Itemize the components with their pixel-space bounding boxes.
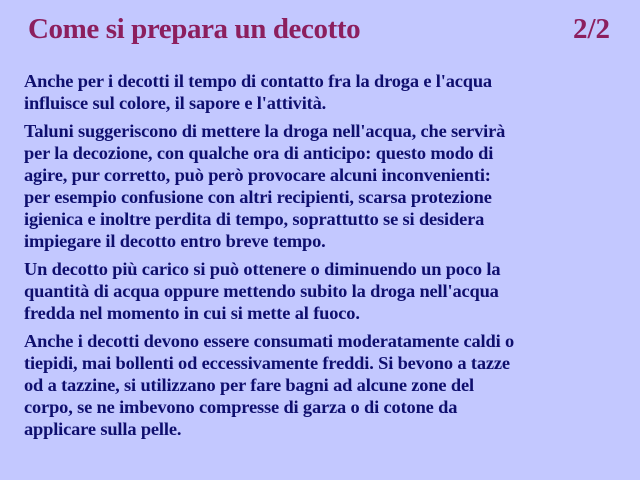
paragraph-line: Anche i decotti devono essere consumati moderatamente caldi o [24,331,515,351]
paragraph-line: quantità di acqua oppure mettendo subito la droga nell'acqua [24,281,499,301]
paragraph-line: corpo, se ne imbevono compresse di garza o di cotone da [24,397,458,417]
paragraph-line: influisce sul colore, il sapore e l'attività. [24,93,327,113]
paragraph-line: od a tazzine, si utilizzano per fare bagni ad alcune zone del [24,375,474,395]
paragraph-stronger-decoction [24,258,624,324]
paragraph-line: tiepidi, mai bollenti od eccessivamente freddi. Si bevono a tazze [24,353,510,373]
paragraph-line: Taluni suggeriscono di mettere la droga nell'acqua, che servirà [24,121,506,141]
paragraph-line: Anche per i decotti il tempo di contatto fra la droga e l'acqua [24,71,492,91]
paragraph-line: per esempio confusione con altri recipienti, scarsa protezione [24,187,492,207]
paragraph-line: applicare sulla pelle. [24,419,182,439]
paragraph-contact-time [24,70,624,114]
slide-body [24,70,624,446]
paragraph-consumption [24,330,624,440]
paragraph-line: agire, pur corretto, può però provocare alcuni inconvenienti: [24,165,491,185]
paragraph-line: impiegare il decotto entro breve tempo. [24,231,326,251]
paragraph-advance-soaking [24,120,624,252]
paragraph-line: fredda nel momento in cui si mette al fuoco. [24,303,360,323]
slide-title: Come si prepara un decotto [28,13,361,45]
paragraph-line: igienica e inoltre perdita di tempo, soprattutto se si desidera [24,209,485,229]
paragraph-line: Un decotto più carico si può ottenere o diminuendo un poco la [24,259,501,279]
paragraph-line: per la decozione, con qualche ora di anticipo: questo modo di [24,143,494,163]
page-number: 2/2 [572,13,610,45]
